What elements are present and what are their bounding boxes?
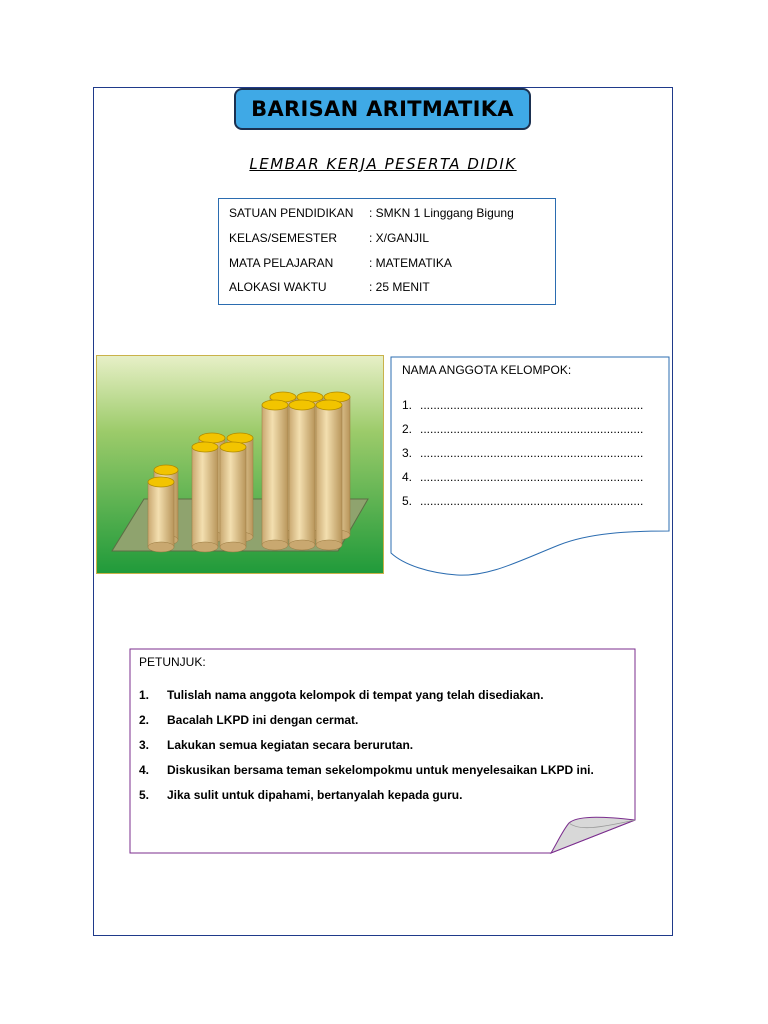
member-line[interactable] — [402, 446, 643, 460]
instruction-number: 5. — [139, 788, 150, 802]
instruction-item — [139, 763, 594, 777]
coin-tube — [289, 400, 315, 550]
instruction-text: Lakukan semua kegiatan secara berurutan. — [167, 738, 414, 752]
instruction-item — [139, 713, 358, 727]
instructions-box — [129, 648, 637, 856]
coin-columns-illustration — [96, 355, 384, 574]
instruction-number: 4. — [139, 763, 150, 777]
member-line[interactable] — [402, 470, 643, 484]
group-members-box — [389, 355, 671, 580]
member-blank: ................................................................... — [420, 422, 644, 436]
instruction-text: Jika sulit untuk dipahami, bertanyalah kepada guru. — [167, 788, 463, 802]
info-label: ALOKASI WAKTU — [229, 280, 327, 294]
instruction-item — [139, 738, 413, 752]
instructions-title: PETUNJUK: — [139, 655, 206, 669]
instruction-text: Tulislah nama anggota kelompok di tempat yang telah disediakan. — [167, 688, 544, 702]
member-number: 4. — [402, 470, 413, 484]
instruction-text: Diskusikan bersama teman sekelompokmu untuk menyelesaikan LKPD ini. — [167, 763, 594, 777]
info-value: : X/GANJIL — [369, 231, 430, 245]
coin-tube — [316, 400, 342, 550]
member-line[interactable] — [402, 422, 643, 436]
instruction-number: 3. — [139, 738, 150, 752]
instruction-number: 2. — [139, 713, 150, 727]
members-title: NAMA ANGGOTA KELOMPOK: — [402, 363, 572, 377]
title-banner — [234, 88, 531, 130]
member-number: 1. — [402, 398, 413, 412]
instruction-item — [139, 788, 462, 802]
info-label: MATA PELAJARAN — [229, 256, 334, 270]
page-title: BARISAN ARITMATIKA — [251, 97, 514, 121]
member-blank: ................................................................... — [420, 446, 644, 460]
info-value: : SMKN 1 Linggang Bigung — [369, 206, 514, 220]
member-number: 2. — [402, 422, 413, 436]
member-line[interactable] — [402, 494, 643, 508]
instruction-text: Bacalah LKPD ini dengan cermat. — [167, 713, 359, 727]
members-frame — [389, 355, 671, 580]
identity-box — [218, 198, 556, 305]
page-subtitle: LEMBAR KERJA PESERTA DIDIK — [249, 155, 517, 173]
member-number: 3. — [402, 446, 413, 460]
info-value: : 25 MENIT — [369, 280, 430, 294]
instruction-number: 1. — [139, 688, 150, 702]
instruction-item — [139, 688, 544, 702]
member-blank: ................................................................... — [420, 470, 644, 484]
instructions-frame — [129, 648, 637, 856]
coin-tube — [192, 442, 218, 552]
info-value: : MATEMATIKA — [369, 256, 452, 270]
info-label: SATUAN PENDIDIKAN — [229, 206, 354, 220]
coin-tube — [148, 477, 174, 552]
member-blank: ................................................................... — [420, 494, 644, 508]
member-number: 5. — [402, 494, 413, 508]
info-label: KELAS/SEMESTER — [229, 231, 338, 245]
coin-tube — [262, 400, 288, 550]
member-line[interactable] — [402, 398, 643, 412]
member-blank: ................................................................... — [420, 398, 644, 412]
coin-tube — [220, 442, 246, 552]
